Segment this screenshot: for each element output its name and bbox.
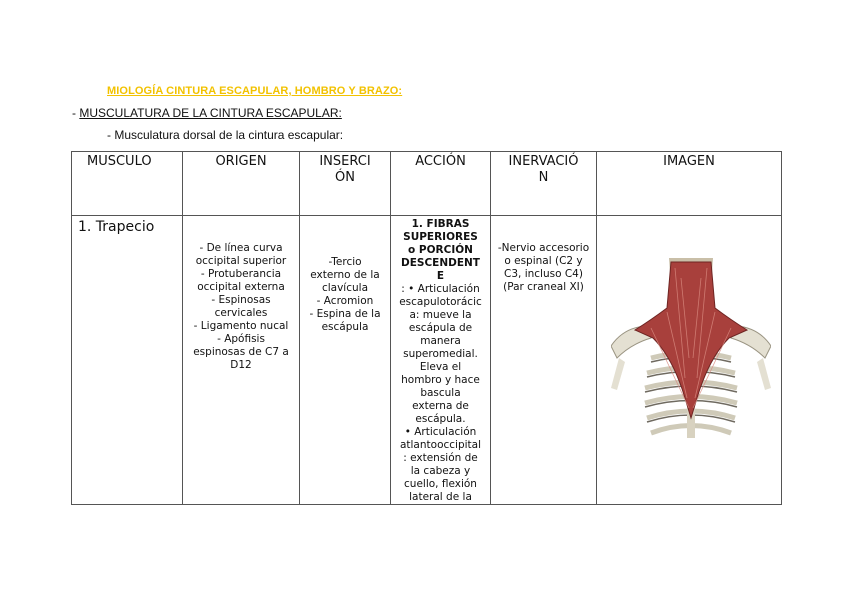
header-muscle: MUSCULO [72,152,183,216]
cell-insertion [300,216,391,505]
header-nerve [491,152,597,216]
action-heading-line: o PORCIÓN [408,244,473,256]
origin-line: D12 [230,359,252,371]
document-title: MIOLOGÍA CINTURA ESCAPULAR, HOMBRO Y BRAZO: [107,85,403,97]
header-image: IMAGEN [597,152,782,216]
action-line: atlantooccipital [399,439,482,451]
header-nerve-line2: N [538,170,549,185]
insertion-line: externo de la [310,269,380,281]
origin-line: - Apófisis [217,333,265,345]
action-line: lateral de la [409,491,472,503]
action-line: a: mueve la [409,309,472,321]
cell-origin [183,216,300,505]
action-line: escápula de [408,322,473,334]
cell-image [597,216,782,505]
header-insertion-line1: INSERCI [319,154,371,169]
cell-nerve [491,216,597,505]
muscle-table [71,151,782,505]
origin-line: cervicales [214,307,268,319]
left-humerus [611,358,625,390]
origin-line: espinosas de C7 a [193,346,289,358]
section-title: MUSCULATURA DE LA CINTURA ESCAPULAR: [79,106,342,120]
insertion-line: - Acromion [316,295,374,307]
nerve-line: C3, incluso C4) [504,268,583,280]
table-row [72,216,782,505]
section-prefix: - [72,106,80,120]
action-line: cuello, flexión [404,478,477,490]
origin-line: - Protuberancia [200,268,282,280]
insertion-line: clavícula [321,282,369,294]
cell-action [391,216,491,505]
action-line: : extensión de [403,452,478,464]
trapezius-anatomy-icon [611,258,771,438]
header-action: ACCIÓN [391,152,491,216]
trapezius-muscle [635,262,747,418]
insertion-line: - Espina de la [309,308,381,320]
origin-line: - Espinosas [211,294,271,306]
action-line: hombro y hace [401,374,480,386]
section-heading [72,106,342,120]
action-line: Eleva el [419,361,462,373]
action-line: escápula. [415,413,466,425]
action-line: bascula [420,387,461,399]
header-origin: ORIGEN [183,152,300,216]
insertion-line: -Tercio [328,256,362,268]
header-insertion-line2: ÓN [335,170,355,185]
origin-line: occipital externa [197,281,285,293]
subsection-heading: - Musculatura dorsal de la cintura escapular: [107,128,344,142]
nerve-line: o espinal (C2 y [504,255,583,267]
table-header-row [72,152,782,216]
origin-line: - De línea curva [199,242,283,254]
action-heading-line: SUPERIORES [403,231,478,243]
action-line: manera [420,335,461,347]
origin-line: occipital superior [195,255,287,267]
cell-muscle-name: 1. Trapecio [72,216,183,505]
nerve-line: (Par craneal XI) [503,281,584,293]
header-nerve-line1: INERVACIÓ [508,154,579,169]
action-heading-line: 1. FIBRAS [411,218,470,230]
origin-line: - Ligamento nucal [193,320,289,332]
action-line: • Articulación [404,426,477,438]
action-line: escapulotorácic [399,296,482,308]
action-line: superomedial. [403,348,478,360]
right-humerus [757,358,771,390]
nerve-line: -Nervio accesorio [497,242,590,254]
insertion-line: escápula [321,321,369,333]
header-insertion [300,152,391,216]
action-heading-line: E [436,270,445,282]
action-line: externa de [412,400,469,412]
action-line: : • Articulación [401,283,480,295]
action-line: la cabeza y [410,465,471,477]
action-heading-line: DESCENDENT [401,257,480,269]
